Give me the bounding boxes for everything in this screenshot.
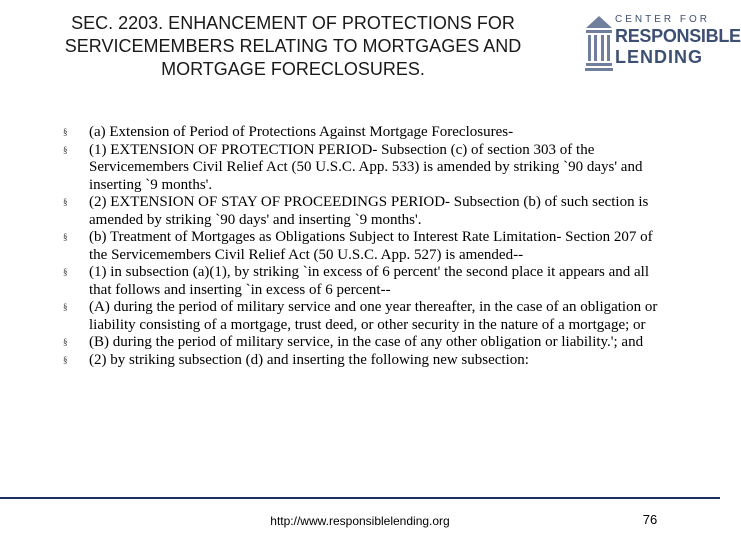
bullet-text: (1) EXTENSION OF PROTECTION PERIOD- Subsection (c) of section 303 of the Servicemembers Civil Relief Act (50 U.S.C. App. 533) is amended by striking `90 days' and inserting `9 months'. — [89, 141, 643, 193]
bullet-item — [63, 194, 663, 229]
slide-title: SEC. 2203. ENHANCEMENT OF PROTECTIONS FOR SERVICEMEMBERS RELATING TO MORTGAGES AND MORTGAGE FORECLOSURES. — [64, 13, 522, 79]
footer-divider — [0, 497, 720, 499]
bullet-text: (2) by striking subsection (d) and inserting the following new subsection: — [89, 351, 529, 368]
bullet-marker: § — [63, 127, 68, 137]
bullet-item — [63, 352, 663, 370]
bullet-marker: § — [63, 197, 68, 207]
page-number: 76 — [642, 512, 658, 527]
bullet-text: (B) during the period of military service, in the case of any other obligation or liability.'; and — [89, 334, 644, 350]
bullet-marker: § — [63, 337, 68, 347]
bullet-item — [63, 124, 663, 142]
bullet-marker: § — [63, 302, 68, 312]
bullet-text: (b) Treatment of Mortgages as Obligations Subject to Interest Rate Limitation- Section 207 of the Servicemembers Civil Relief Act (50 U.S.C. App. 527) is amended-- — [89, 229, 653, 263]
logo-line-responsible: RESPONSIBLE — [615, 26, 741, 46]
bullet-marker: § — [63, 267, 68, 277]
bullet-text: (2) EXTENSION OF STAY OF PROCEEDINGS PERIOD- Subsection (b) of such section is amended by striking `90 days' and inserting `9 months'. — [89, 194, 649, 228]
bullet-text: (1) in subsection (a)(1), by striking `in excess of 6 percent' the second place it appears and all that follows and inserting `in excess of 6 percent-- — [89, 264, 650, 298]
bullet-item — [63, 299, 663, 334]
logo-text — [615, 14, 741, 67]
bullet-marker: § — [63, 144, 68, 155]
center-for-responsible-lending-logo — [585, 14, 741, 76]
bullet-item — [63, 229, 663, 264]
logo-line-center-for: CENTER FOR — [615, 14, 710, 25]
bullet-marker: § — [63, 354, 68, 365]
bullet-marker: § — [63, 232, 68, 242]
bullet-item — [63, 142, 663, 195]
footer-url: http://www.responsiblelending.org — [270, 514, 450, 528]
bullet-item — [63, 334, 663, 352]
logo-line-lending: LENDING — [615, 47, 703, 67]
bullet-text: (a) Extension of Period of Protections Against Mortgage Foreclosures- — [89, 124, 514, 140]
bullet-text: (A) during the period of military service and one year thereafter, in the case of an obligation or liability consisting of a mortgage, trust deed, or other security in the nature of a mortgage; or — [89, 299, 658, 333]
bullet-item — [63, 264, 663, 299]
building-icon — [585, 14, 613, 72]
bullet-list — [63, 124, 663, 369]
